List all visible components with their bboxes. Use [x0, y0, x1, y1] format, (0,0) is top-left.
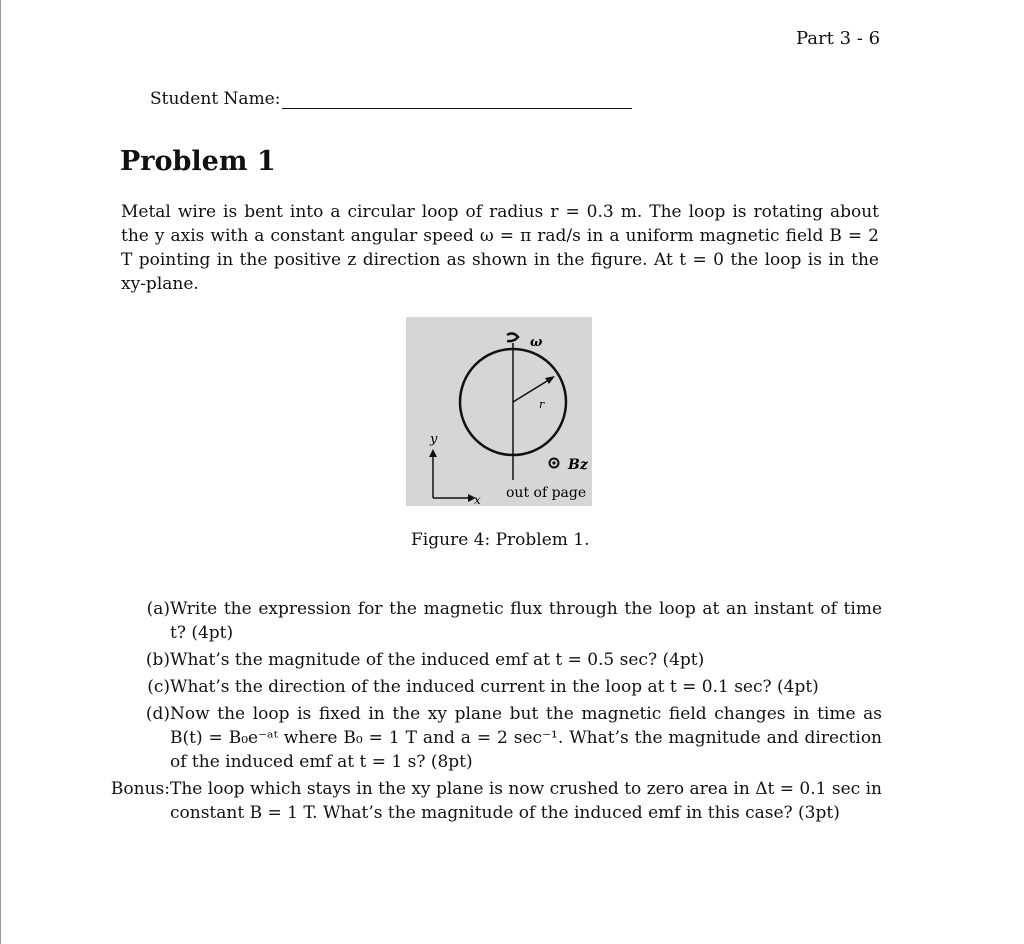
question-item: [102, 597, 882, 645]
omega-label: ω: [530, 335, 543, 350]
figure-caption: Figure 4: Problem 1.: [411, 530, 590, 550]
page-edge: [0, 0, 1, 944]
question-text: What’s the magnitude of the induced emf at t = 0.5 sec? (4pt): [170, 650, 705, 670]
question-item: [102, 648, 882, 672]
question-text: Write the expression for the magnetic flux through the loop at an instant of time t? (4pt): [170, 599, 882, 643]
question-text: What’s the direction of the induced current in the loop at t = 0.1 sec? (4pt): [170, 677, 819, 697]
question-item: [102, 675, 882, 699]
field-note: out of page: [506, 485, 587, 501]
question-text: Now the loop is fixed in the xy plane but the magnetic field changes in time as B(t) = B₀e⁻ᵃᵗ where B₀ = 1 T and a = 2 sec⁻¹. What’s the magnitude and direction of the induced emf at t = 1 s? (8pt): [170, 704, 882, 772]
student-name-label: Student Name:: [150, 89, 281, 109]
problem-title: Problem 1: [120, 146, 276, 177]
field-label: Bz: [568, 457, 588, 473]
y-axis-label: y: [430, 432, 438, 447]
question-label: (d): [145, 704, 170, 724]
problem-intro: Metal wire is bent into a circular loop of radius r = 0.3 m. The loop is rotating about the y axis with a constant angular speed ω = π rad/s in a uniform magnetic field B = 2 T pointing in the positive z direction as shown in the figure. At t = 0 the loop is in the xy-plane.: [121, 202, 879, 294]
question-label: (b): [145, 650, 170, 670]
question-label: (c): [147, 677, 170, 697]
field-dot-icon: [552, 461, 555, 464]
student-name-line: [282, 92, 632, 109]
x-axis-label: x: [474, 493, 481, 506]
question-label: (a): [146, 599, 170, 619]
student-name-field: [150, 89, 632, 109]
problem-figure: [406, 317, 592, 506]
bonus-text: The loop which stays in the xy plane is now crushed to zero area in Δt = 0.1 sec in constant B = 1 T. What’s the magnitude of the induced emf in this case? (3pt): [170, 779, 882, 823]
question-item: [102, 702, 882, 774]
bonus-label: Bonus:: [110, 779, 170, 799]
question-list: [102, 597, 882, 828]
part-label: Part 3 - 6: [796, 28, 881, 49]
radius-label: r: [539, 398, 545, 411]
bonus-question: [102, 777, 882, 825]
